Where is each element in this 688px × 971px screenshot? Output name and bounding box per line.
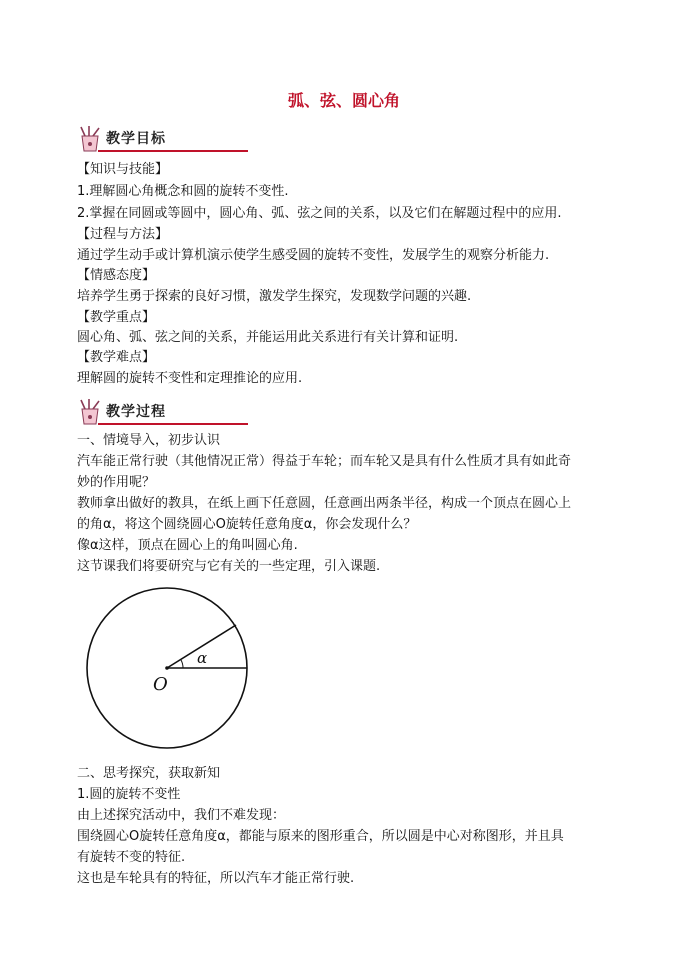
process-line: 教师拿出做好的教具，在纸上画下任意圆，任意画出两条半径，构成一个顶点在圆心上 — [77, 496, 572, 511]
process-line: 一、情境导入，初步认识 — [77, 433, 221, 448]
process-line: 二、思考探究，获取新知 — [77, 766, 221, 781]
process-line: 妙的作用呢？ — [77, 475, 156, 490]
goal-line: 圆心角、弧、弦之间的关系，并能运用此关系进行有关计算和证明. — [77, 330, 459, 345]
process-line: 汽车能正常行驶（其他情况正常）得益于车轮；而车轮又是具有什么性质才具有如此奇 — [77, 454, 572, 469]
section-underline — [98, 150, 248, 152]
process-line: 的角α，将这个圆绕圆心O旋转任意角度α，你会发现什么？ — [77, 517, 417, 532]
process-line: 围绕圆心O旋转任意角度α，都能与原来的图形重合，所以圆是中心对称图形，并且具 — [77, 829, 564, 844]
goal-line: 2.掌握在同圆或等圆中，圆心角、弧、弦之间的关系，以及它们在解题过程中的应用. — [77, 206, 562, 221]
process-line: 由上述探究活动中，我们不难发现： — [77, 808, 286, 823]
circle-figure — [85, 586, 255, 756]
goal-line: 【教学重点】 — [77, 310, 156, 325]
goal-line: 通过学生动手或计算机演示使学生感受圆的旋转不变性，发展学生的观察分析能力. — [77, 248, 550, 263]
section-header-process — [76, 397, 206, 429]
process-line: 有旋转不变的特征. — [77, 850, 186, 865]
goal-line: 【过程与方法】 — [77, 227, 169, 242]
goal-line: 【教学难点】 — [77, 350, 156, 365]
center-label: O — [153, 674, 168, 695]
process-line: 这节课我们将要研究与它有关的一些定理，引入课题. — [77, 559, 381, 574]
process-line: 这也是车轮具有的特征，所以汽车才能正常行驶. — [77, 871, 355, 886]
center-point — [165, 666, 169, 670]
goal-line: 【情感态度】 — [77, 268, 156, 283]
goal-line: 理解圆的旋转不变性和定理推论的应用. — [77, 371, 303, 386]
section-header-goals — [76, 124, 206, 156]
section-title-goals: 教学目标 — [106, 131, 166, 147]
goal-line: 【知识与技能】 — [77, 162, 169, 177]
process-line: 像α这样，顶点在圆心上的角叫圆心角. — [77, 538, 298, 553]
goal-line: 培养学生勇于探索的良好习惯，激发学生探究，发现数学问题的兴趣. — [77, 289, 472, 304]
process-line: 1.圆的旋转不变性 — [77, 787, 181, 802]
goal-line: 1.理解圆心角概念和圆的旋转不变性. — [77, 184, 289, 199]
angle-label: α — [197, 649, 208, 667]
section-title-process: 教学过程 — [106, 404, 166, 420]
page-title: 弧、弦、圆心角 — [287, 91, 400, 110]
angle-arc — [181, 660, 183, 668]
section-underline — [98, 423, 248, 425]
